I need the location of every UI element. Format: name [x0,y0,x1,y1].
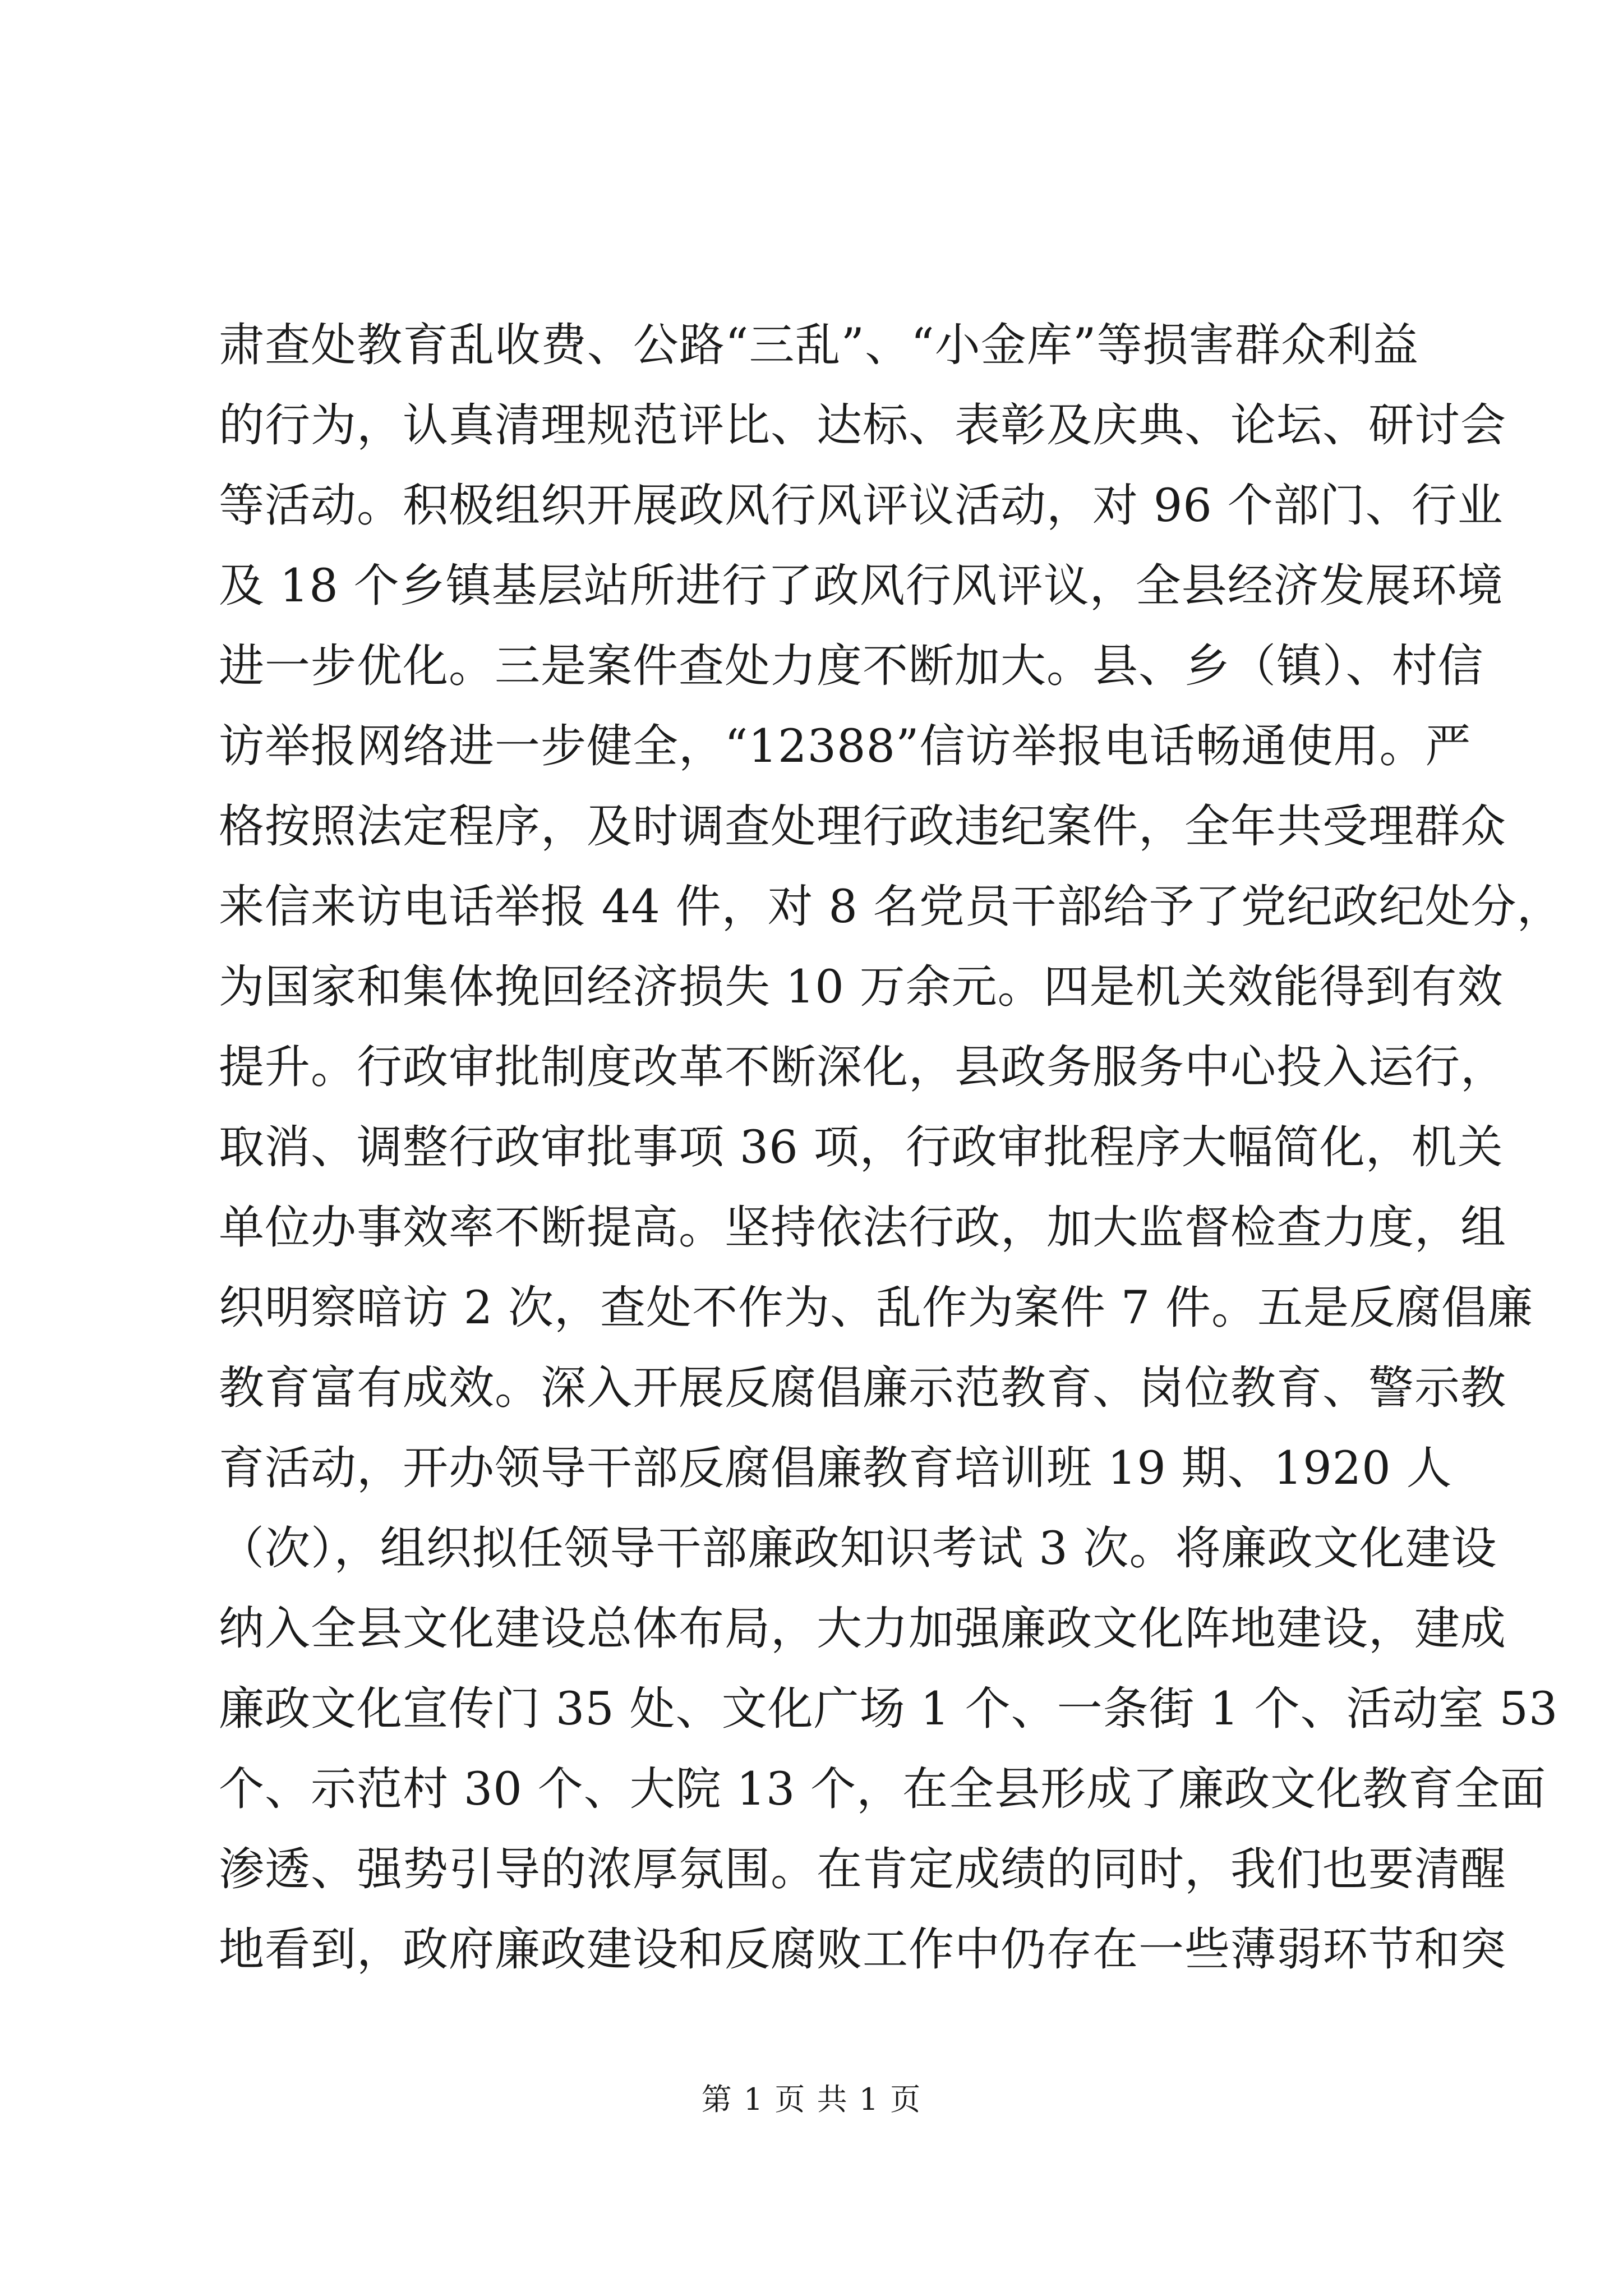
text-line-17: 纳入全县文化建设总体布局，大力加强廉政文化阵地建设，建成 [219,1603,1507,1655]
body-paragraph [219,306,1563,1990]
text-line-3: 等活动。积极组织开展政风行风评议活动，对 96 个部门、行业 [219,480,1504,532]
text-line-2: 的行为，认真清理规范评比、达标、表彰及庆典、论坛、研讨会 [219,399,1507,452]
text-line-8: 来信来访电话举报 44 件，对 8 名党员干部给予了党纪政纪处分， [219,881,1563,933]
text-line-5: 进一步优化。三是案件查处力度不断加大。县、乡（镇）、村信 [219,640,1484,693]
text-line-6: 访举报网络进一步健全，“12388”信访举报电话畅通使用。严 [219,720,1472,773]
text-line-21: 地看到，政府廉政建设和反腐败工作中仍存在一些薄弱环节和突 [219,1924,1507,1976]
text-line-10: 提升。行政审批制度改革不断深化，县政务服务中心投入运行， [219,1041,1507,1094]
text-line-11: 取消、调整行政审批事项 36 项，行政审批程序大幅简化，机关 [219,1121,1504,1174]
text-line-14: 教育富有成效。深入开展反腐倡廉示范教育、岗位教育、警示教 [219,1362,1507,1415]
text-line-9: 为国家和集体挽回经济损失 10 万余元。四是机关效能得到有效 [219,961,1504,1014]
text-line-13: 织明察暗访 2 次，查处不作为、乱作为案件 7 件。五是反腐倡廉 [219,1282,1534,1335]
text-line-12: 单位办事效率不断提高。坚持依法行政，加大监督检查力度，组 [219,1202,1507,1254]
text-line-4: 及 18 个乡镇基层站所进行了政风行风评议，全县经济发展环境 [219,560,1504,613]
text-line-7: 格按照法定程序，及时调查处理行政违纪案件，全年共受理群众 [219,800,1507,853]
text-line-16: （次），组织拟任领导干部廉政知识考试 3 次。将廉政文化建设 [219,1522,1497,1575]
text-line-15: 育活动，开办领导干部反腐倡廉教育培训班 19 期、1920 人 [219,1442,1453,1495]
text-line-19: 个、示范村 30 个、大院 13 个，在全县形成了廉政文化教育全面 [219,1763,1547,1816]
text-line-18: 廉政文化宣传门 35 处、文化广场 1 个、一条街 1 个、活动室 53 [219,1683,1559,1736]
text-line-1: 肃查处教育乱收费、公路“三乱”、“小金库”等损害群众利益 [219,319,1419,372]
text-line-20: 渗透、强势引导的浓厚氛围。在肯定成绩的同时，我们也要清醒 [219,1843,1507,1896]
page-footer: 第 1 页 共 1 页 [701,2082,922,2117]
